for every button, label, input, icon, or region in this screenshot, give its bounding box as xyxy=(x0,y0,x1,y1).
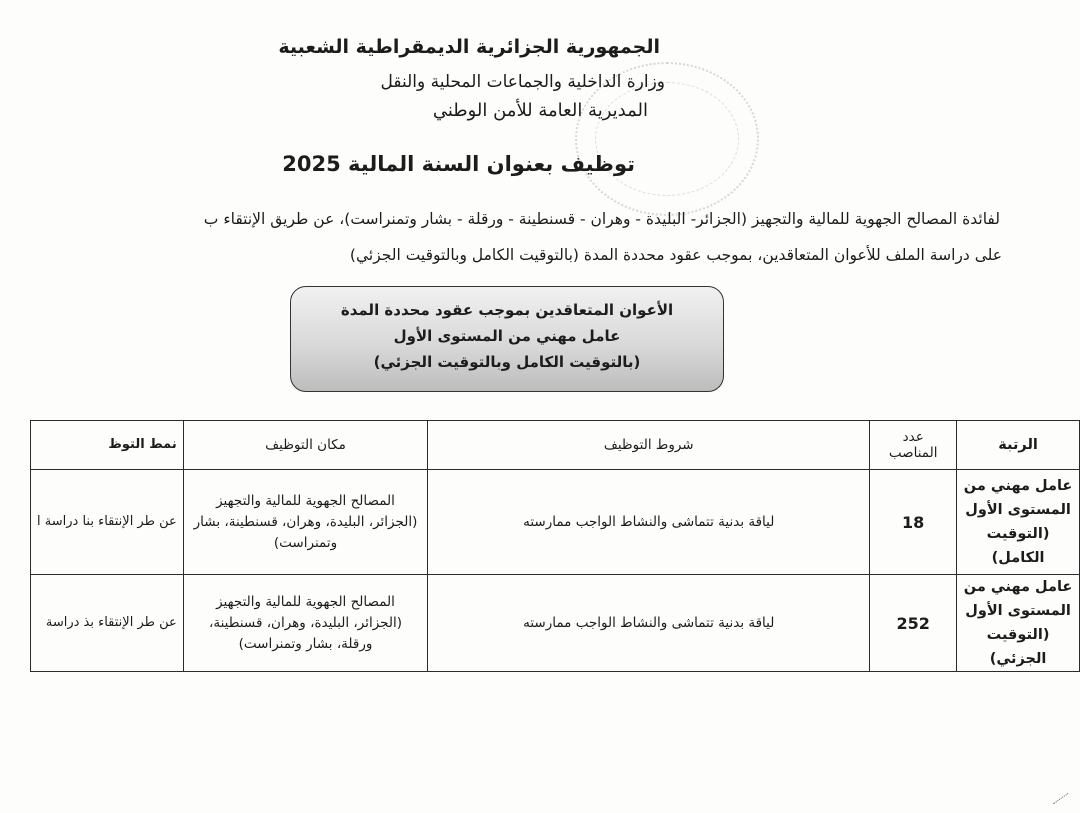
republic-heading: الجمهورية الجزائرية الديمقراطية الشعبية xyxy=(278,36,660,58)
row-mode: عن طر الإنتقاء بنا دراسة ا xyxy=(31,470,184,575)
position-summary-box xyxy=(290,286,724,392)
recruitment-table xyxy=(30,420,1080,672)
header-place: مكان التوظيف xyxy=(183,421,428,470)
row-place: المصالح الجهوية للمالية والتجهيز (الجزائر، البليدة، وهران، قسنطينة، بشار وتمنراست) xyxy=(183,470,428,575)
ministry-heading: وزارة الداخلية والجماعات المحلية والنقل xyxy=(380,72,665,92)
table-header-row xyxy=(31,421,1080,470)
directorate-heading: المديرية العامة للأمن الوطني xyxy=(432,100,648,121)
row-count: 252 xyxy=(870,575,957,672)
box-line-2: عامل مهني من المستوى الأول xyxy=(393,327,621,345)
table-row xyxy=(31,470,1080,575)
scan-mark xyxy=(1053,793,1069,805)
row-count: 18 xyxy=(870,470,957,575)
document-title: توظيف بعنوان السنة المالية 2025 xyxy=(282,152,635,176)
box-line-1: الأعوان المتعاقدين بموجب عقود محددة المدة xyxy=(340,301,674,319)
table-row xyxy=(31,575,1080,672)
header-mode: نمط التوظ xyxy=(31,421,184,470)
row-conditions: لياقة بدنية تتماشى والنشاط الواجب ممارسته xyxy=(428,575,870,672)
row-conditions: لياقة بدنية تتماشى والنشاط الواجب ممارسته xyxy=(428,470,870,575)
intro-line-2: على دراسة الملف للأعوان المتعاقدين، بموجب عقود محددة المدة (بالتوقيت الكامل وبالتوقيت الجزئي) xyxy=(349,246,1002,264)
intro-line-1: لفائدة المصالح الجهوية للمالية والتجهيز (الجزائر- البليدة - وهران - قسنطينة - ورقلة - بشار وتمنراست)، عن طريق الإنتقاء ب xyxy=(203,210,1000,228)
box-line-3: (بالتوقيت الكامل وبالتوقيت الجزئي) xyxy=(373,353,641,371)
header-conditions: شروط التوظيف xyxy=(428,421,870,470)
row-rank: عامل مهني من المستوى الأول (التوقيت الكامل) xyxy=(957,470,1080,575)
row-place: المصالح الجهوية للمالية والتجهيز (الجزائر، البليدة، وهران، قسنطينة، ورقلة، بشار وتمنراست) xyxy=(183,575,428,672)
header-count: عدد المناصب xyxy=(870,421,957,470)
row-mode: عن طر الإنتقاء بذ دراسة xyxy=(31,575,184,672)
header-rank: الرتبة xyxy=(957,421,1080,470)
row-rank: عامل مهني من المستوى الأول (التوقيت الجزئي) xyxy=(957,575,1080,672)
